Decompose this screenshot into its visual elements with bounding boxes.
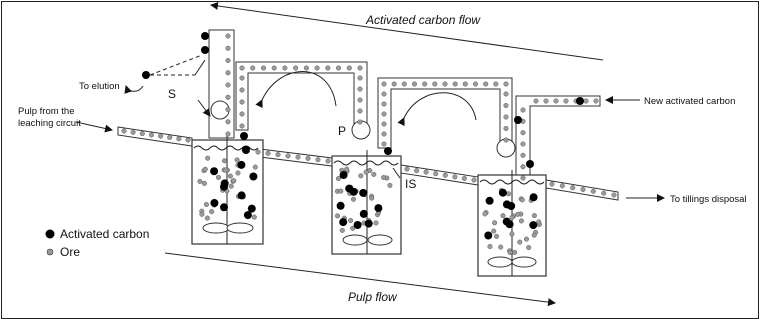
ore-particle (226, 83, 231, 88)
ore-particle (202, 181, 207, 186)
ore-particle (433, 171, 438, 176)
ore-particle (506, 192, 511, 197)
ore-particle (205, 156, 210, 161)
ore-particle (422, 82, 427, 87)
ore-particle (554, 99, 559, 104)
ore-particle (433, 82, 438, 87)
carbon-particle (240, 132, 248, 140)
ore-particle (504, 138, 509, 143)
ore-particle (186, 138, 191, 143)
carbon-particle (384, 147, 392, 155)
pulp-inlet-pipe (118, 127, 192, 146)
ore-particle (405, 167, 410, 172)
carbon-particle (529, 221, 537, 229)
ore-particle (472, 178, 477, 183)
ore-particle (203, 167, 208, 172)
tank-2-impeller (343, 235, 367, 245)
ore-particle (228, 174, 233, 179)
ore-particle (364, 170, 369, 175)
ore-particle (358, 87, 363, 92)
ore-particle (223, 168, 228, 173)
legend (46, 227, 150, 259)
ore-particle (524, 237, 529, 242)
ore-particle (347, 66, 352, 71)
ore-particle (326, 66, 331, 71)
ore-particle (382, 102, 387, 107)
ore-particle (336, 176, 341, 181)
carbon-particle (142, 71, 150, 79)
to-elution-arrow (126, 86, 143, 91)
ore-particle (358, 98, 363, 103)
to-tailings-label: To tillings disposal (670, 194, 747, 205)
ore-particle (240, 88, 245, 93)
screen-s-label: S (168, 87, 177, 101)
ore-particle (504, 126, 509, 131)
carbon-particle (210, 199, 218, 207)
ore-particle (550, 182, 555, 187)
carbon-particle (484, 232, 492, 240)
ore-particle (412, 82, 417, 87)
carbon-particle (506, 220, 514, 228)
ore-particle (483, 82, 488, 87)
ore-particle (584, 99, 589, 104)
ore-particle (131, 130, 136, 135)
carbon-transfer-pipe-3-2 (378, 78, 512, 148)
ore-particle (521, 130, 526, 135)
ore-particle (335, 214, 340, 219)
ore-particle (283, 66, 288, 71)
ore-particle (519, 219, 524, 224)
ore-particle (520, 198, 525, 203)
ore-particle (381, 175, 386, 180)
ore-particle (462, 176, 467, 181)
ore-particle (250, 66, 255, 71)
ore-particle (351, 197, 356, 202)
recirculation-arrow-1 (262, 71, 336, 106)
ore-particle (492, 221, 497, 226)
ore-particle (544, 99, 549, 104)
ore-particle (240, 112, 245, 117)
carbon-particle (340, 171, 348, 179)
pulp-pipe-1-2 (252, 148, 332, 166)
tanks (192, 136, 546, 276)
carbon-particle (249, 173, 257, 181)
ore-particle (570, 185, 575, 190)
ore-particle (601, 191, 606, 196)
ore-particle (491, 229, 496, 234)
ore-particle (226, 71, 231, 76)
ore-particle (534, 99, 539, 104)
ore-particle (501, 213, 506, 218)
ore-particle (158, 134, 163, 139)
carbon-particle (576, 97, 584, 105)
activated-carbon-flow-label: Activated carbon flow (366, 13, 481, 27)
carbon-particle (374, 204, 382, 212)
carbon-particle (221, 179, 229, 187)
carbon-transfer-pipe-2-1 (236, 62, 367, 130)
ore-particle (382, 132, 387, 137)
ore-particle (382, 112, 387, 117)
ore-particle (564, 99, 569, 104)
carbon-particle (365, 220, 373, 228)
ore-particle (494, 82, 499, 87)
carbon-particle (201, 46, 209, 54)
ore-particle (276, 152, 281, 157)
ore-particle (504, 82, 509, 87)
ore-particle (326, 159, 331, 164)
ore-particle (414, 168, 419, 173)
carbon-particle (238, 191, 246, 199)
screen-s-arrow (198, 100, 210, 116)
ore-particle (504, 115, 509, 120)
ore-particle (494, 234, 499, 239)
ore-particle (177, 136, 182, 141)
ore-particle (306, 156, 311, 161)
to-elution-label: To elution (79, 81, 120, 92)
ore-particle (240, 124, 245, 129)
carbon-particle (526, 160, 534, 168)
pump-p-label: P (338, 124, 347, 138)
ore-particle (581, 187, 586, 192)
carbon-particle (210, 167, 218, 175)
ore-particle (521, 176, 526, 181)
ore-particle (226, 132, 231, 137)
ore-particle (293, 66, 298, 71)
ore-particle (344, 167, 349, 172)
ore-particle (198, 179, 203, 184)
ore-particle (226, 95, 231, 100)
legend-ore-label: Ore (60, 245, 81, 259)
ore-particle (443, 173, 448, 178)
ore-particle (226, 120, 231, 125)
ore-particle (358, 66, 363, 71)
ore-particle (200, 212, 205, 217)
carbon-particle (248, 205, 256, 213)
ore-particle (521, 142, 526, 147)
ore-particle (521, 153, 526, 158)
ore-particle (463, 82, 468, 87)
ore-particle (358, 109, 363, 114)
carbon-particle (237, 161, 245, 169)
ore-particle (516, 212, 521, 217)
ore-particle (359, 174, 364, 179)
ore-particle (612, 193, 617, 198)
ore-particle (521, 164, 526, 169)
ore-particle (205, 216, 210, 221)
ore-particle (518, 240, 523, 245)
ore-particle (304, 66, 309, 71)
new-carbon-pipe (516, 96, 600, 182)
ore-particle (140, 131, 145, 136)
ore-particle (336, 66, 341, 71)
ore-particle (382, 82, 387, 87)
ore-particle (532, 213, 537, 218)
ore-particle (488, 244, 493, 249)
new-activated-carbon-label: New activated carbon (644, 96, 736, 107)
ore-particle (286, 154, 291, 159)
ore-particle (358, 120, 363, 125)
ore-particle (340, 228, 345, 233)
ore-particle (392, 82, 397, 87)
ore-particle (594, 99, 599, 104)
carbon-particle (503, 200, 511, 208)
ore-particle (209, 209, 214, 214)
ore-particle (261, 66, 266, 71)
ore-particle (483, 212, 488, 217)
ore-particle (232, 178, 237, 183)
elution-dashed-line (150, 55, 202, 75)
riser-inner (210, 31, 222, 71)
ore-particle (498, 245, 503, 250)
ore-particle (204, 202, 209, 207)
ore-particle (226, 46, 231, 51)
ore-particle (526, 245, 531, 250)
ore-particle (388, 183, 393, 188)
ore-particle (339, 189, 344, 194)
pulp-from-leaching-label-1: Pulp from the (18, 106, 75, 117)
ore-particle (240, 66, 245, 71)
ore-particle (443, 82, 448, 87)
ore-particle (369, 196, 374, 201)
ore-particle (504, 92, 509, 97)
pulp-in-arrow (76, 122, 112, 130)
tank-3-impeller-b (512, 257, 536, 267)
carbon-particle (345, 185, 353, 193)
recirculation-arrow-2 (404, 93, 476, 120)
ore-particle (253, 165, 258, 170)
ore-particle (532, 233, 537, 238)
carbon-particle (514, 116, 522, 124)
carbon-particle (530, 193, 538, 201)
ore-particle (348, 218, 353, 223)
ore-particle (382, 122, 387, 127)
ore-particle (272, 66, 277, 71)
carbon-particle (354, 221, 362, 229)
carbon-particle (359, 189, 367, 197)
tank-3-impeller (488, 257, 512, 267)
ore-particle (512, 250, 517, 255)
ore-particle (222, 159, 227, 164)
pulp-flow-label: Pulp flow (348, 290, 397, 304)
ore-particle (560, 184, 565, 189)
ore-particle (536, 220, 541, 225)
legend-ore-marker (47, 249, 53, 255)
ore-particle (591, 189, 596, 194)
ore-particle (521, 108, 526, 113)
ore-particle (226, 107, 231, 112)
ore-particle (374, 221, 379, 226)
legend-carbon-label: Activated carbon (60, 227, 150, 241)
ore-particle (216, 175, 221, 180)
ore-particle (167, 135, 172, 140)
ore-particle (402, 82, 407, 87)
ore-particle (296, 155, 301, 160)
ore-particle (358, 76, 363, 81)
carbon-particle (360, 210, 368, 218)
ore-particle (256, 150, 261, 155)
ore-particle (252, 215, 257, 220)
ore-particle (504, 103, 509, 108)
ore-particle (382, 92, 387, 97)
tank-2-impeller-b (368, 235, 392, 245)
carbon-particle (486, 197, 494, 205)
ore-particle (382, 142, 387, 147)
ore-particle (226, 34, 231, 39)
pulp-from-leaching-label-2: leaching circuit (18, 118, 81, 129)
ore-particle (316, 157, 321, 162)
carbon-pipes (209, 30, 600, 182)
ore-particle (266, 151, 271, 156)
carbon-particle (242, 146, 250, 154)
interstage-screen-label: IS (405, 177, 417, 191)
ore-particle (315, 66, 320, 71)
ore-particle (226, 58, 231, 63)
ore-particle (453, 175, 458, 180)
ore-particle (235, 158, 240, 163)
carbon-particle (499, 189, 507, 197)
ore-particle (453, 82, 458, 87)
ore-particle (236, 171, 241, 176)
ore-particle (372, 172, 377, 177)
legend-carbon-marker (46, 230, 55, 239)
ore-particle (229, 184, 234, 189)
tank-1-impeller-b (227, 223, 253, 233)
ore-particle (240, 76, 245, 81)
ore-particle (510, 232, 515, 237)
ore-particle (240, 100, 245, 105)
carbon-particle (220, 203, 228, 211)
ore-particle (122, 129, 127, 134)
carbon-particle (337, 202, 345, 210)
elution-screen (195, 60, 205, 75)
ore-particle (510, 215, 515, 220)
ore-particle (508, 250, 513, 255)
ore-particle (473, 82, 478, 87)
ore-particle (424, 170, 429, 175)
tank-1-impeller (203, 223, 229, 233)
ore-particle (149, 133, 154, 138)
carbon-particle (201, 32, 209, 40)
carbon-particle (339, 218, 347, 226)
